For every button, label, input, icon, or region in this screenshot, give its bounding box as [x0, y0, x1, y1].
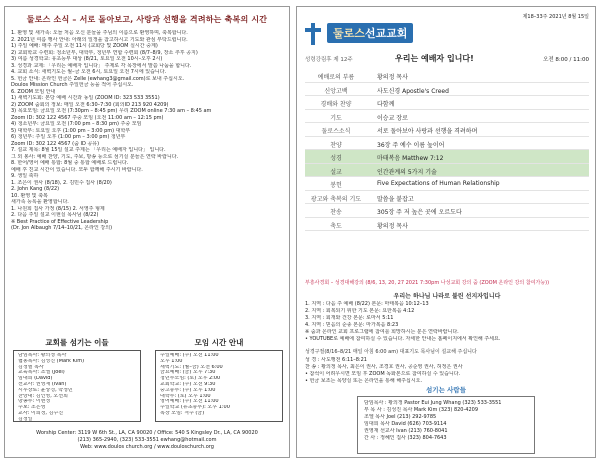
news-item: 2. 2021년 여름 행사 안내: 아래의 일정을 참고하시고 기도와 관심 부탁드립니다. — [11, 36, 188, 43]
bible-study-line: • 참석이 어려우시면 모임 후 ZOOM 녹화본으로 참여하실 수 있습니다. — [305, 371, 461, 377]
worship-leader: 마태복음 Matthew 7:12 — [377, 155, 444, 162]
news-item: 7. 설교 제목: 8월 15일 설교 주제는 「우리는 예배자 입니다」 입니다. — [11, 147, 166, 153]
issue-number: 제18–33주 2021년 8월 15일 — [522, 14, 589, 20]
worship-leader: 서로 돌아보아 사랑과 선행을 격려하며 — [377, 128, 478, 135]
worship-element: 설교 — [330, 168, 342, 176]
news-item: 1) 새벽기도회: 본당 예배 시간과 동일 (ZOOM ID: 323 533 3551) — [11, 95, 160, 101]
news-item: ※ Best Practice of Effective Leadership — [11, 218, 109, 225]
worship-leader: 305장 주 저 높은 곳에 오르도다 — [377, 209, 462, 216]
server-line: 간 사 : 정혜인 집사 (323) 804-7643 — [364, 435, 447, 441]
news-item: 6. ZOOM 모임 안내 — [11, 88, 56, 95]
news-item: 3) 목요모임: 금요일 오전 (7:30pm – 8:45 pm) 우리 ZOOM online 7:30 am – 8:45 am — [11, 108, 212, 114]
schedule-entry: 오후 1:00 — [160, 358, 183, 364]
server-entry: 담임목사: 황의정 목사 — [18, 353, 67, 358]
worship-row — [305, 123, 589, 137]
worship-element: 찬송 — [330, 209, 342, 216]
server-line: 임대희 목사 David (626) 703-9114 — [364, 421, 447, 427]
news-item: 8. 한어/영어 예배 통합: 8월 중 통합 예배로 드립니다. — [11, 160, 129, 166]
schedule-entry: 주일학교 (유초등부): 오후 1:00 — [160, 405, 230, 411]
server-entry: 임대희 (David) — [18, 376, 53, 382]
news-item: 2. John Kang (8/22) — [11, 186, 60, 192]
news-item: 4) 청소년부: 금요일 오전 (7:00 pm – 8:30 pm) 주중 모임 — [11, 121, 142, 127]
worship-row — [305, 83, 589, 97]
bible-study-section — [305, 349, 589, 385]
worship-leader: 36장 주 예수 이름 높이어 — [377, 141, 445, 149]
schedule-box-content — [155, 350, 283, 422]
schedule-entry: 청년부모임: (토) 오후 2:00 — [160, 376, 221, 382]
worship-leader: 인간관계의 5가지 기술 — [377, 168, 437, 176]
servers-list — [357, 385, 535, 451]
bible-study-line: 성 경 : 사도행전 6:11–8:21 — [305, 357, 367, 363]
server-entry: 교사: 이희정, 김수진 — [18, 410, 64, 416]
worship-leader: 다함께 — [377, 101, 395, 108]
footer-contact: (213) 365-2940, (323) 533-3551 ewhang@hotmail.com — [77, 437, 217, 443]
news-item: 5. 헌금 안내: 온라인 헌금은 Zelle (ewhang3@gmail.com)로 보내 주십시오. — [11, 75, 185, 82]
news-item: 2) ZOOM 줌회의 정보: 매일 오전 6:30–7:30 (회의ID 213 920 4209) — [11, 101, 169, 108]
schedule-entry: 대학부: (토) 오후 1:00 — [160, 393, 211, 399]
news-item: 그 외 봉사: 예배 찬양, 기도, 주보, 방송 등으로 섬기실 분들은 연락 바랍니다. — [11, 153, 179, 160]
worship-row — [305, 96, 589, 110]
worship-element: 둘로스소식 — [321, 128, 351, 135]
liturgical-week: 성령강림후 제 12주 — [305, 57, 353, 63]
news-item: 1. 나원희 집사 가정 (8/15) 2. 서영주 형제 — [11, 205, 105, 212]
news-item: Doulos Mission Church 주일헌금 등을 적어 주십시오. — [11, 82, 134, 88]
server-line: 조엘 목사 Joel (213) 292-9785 — [364, 414, 437, 420]
bible-study-line: 찬 송 : 황의정 목사, 최은이 권사, 조경호 권사, 공순영 권사, 허정은 권사 — [305, 364, 463, 370]
info-boxes — [13, 337, 281, 421]
servers-box-content — [13, 350, 141, 422]
worship-leader: 사도신경 Apostle's Creed — [377, 87, 449, 95]
news-item: 2) 교회학교 수련회: 청소년부, 대학부, 청년부 연합 수련회 (8/7–8/9, 장소 추후 공지) — [11, 49, 198, 56]
server-entry: 교육목사: 조엘 (Joel) — [18, 370, 65, 376]
footer-address: Worship Center: 3119 W 6th St., LA, CA 90020 / Office: 540 S Kingsley Dr., LA, CA 90020 — [36, 430, 258, 436]
church-name-sub: 선교교회 — [364, 27, 408, 40]
server-entry: 시무장로: 윤상경, 박정민 — [18, 387, 73, 393]
church-name-main: 둘로스 — [333, 27, 365, 40]
schedule-entry: 중고등부: (주) 오후 1:00 — [160, 387, 216, 393]
worship-leader: 황의정 목사 — [377, 74, 408, 81]
worship-row — [305, 110, 589, 124]
server-line: 담임목사 : 황의정 Pastor Eui Jung Whang (323) 533-3551 — [364, 400, 502, 406]
prayer-line: 3. 지역 : 회개와 건강 본문: 로마서 5:11 — [305, 315, 394, 321]
left-page — [4, 6, 290, 458]
worship-leader: 황의정 목사 — [377, 222, 408, 230]
news-item: (Dr. Jon Albaugh 7/14–10/21, 온라인 강의) — [11, 225, 113, 231]
schedule-entry: 금요예배: (금) 오후 7:30 — [160, 370, 216, 376]
church-name — [327, 23, 413, 43]
news-item: 10. 환영 및 축복 — [11, 192, 48, 199]
worship-row — [305, 204, 589, 218]
prayer-lines — [305, 301, 589, 343]
server-entry: 찬양대: 김인영, 오선희 — [18, 393, 68, 399]
worship-row — [305, 137, 589, 151]
prayer-heading: 우리는 하나님 나라로 불린 선지자입니다 — [393, 293, 501, 300]
server-line: 부 목 사 : 김성진 목사 Mark Kim (323) 820-4209 — [364, 407, 479, 413]
servers-box — [13, 337, 141, 421]
worship-element: 예배로의 부름 — [317, 74, 355, 81]
news-list — [5, 30, 289, 232]
news-item: 4. 교회 소식: 새벽기도는 월–금 오전 6시, 토요일 오전 7시에 있습니다. — [11, 69, 167, 75]
news-item: 예배 후 친교 시간이 있습니다. 모두 함께해 주시기 바랍니다. — [11, 166, 143, 173]
bible-study-heading: 성경구절(8/16–8/21 매일 아침 6:00 am) 대표기도 목사님이 설교해 주십니다 — [305, 349, 477, 355]
prayer-line: 2. 지역 : 회복되기 위한 기도 본문: 요한복음 4:12 — [305, 308, 415, 314]
news-item: 9. 생일 축하 — [11, 173, 39, 179]
bible-study-line: • 헌금 보조는 목양실 또는 온라인을 통해 해주십시오. — [305, 378, 423, 384]
servers-list-content — [357, 396, 535, 454]
worship-element: 봉헌 — [330, 182, 342, 189]
worship-row — [305, 177, 589, 191]
service-meta — [305, 55, 589, 65]
worship-element: 경배와 찬양 — [320, 101, 352, 108]
news-item: 1. 환영 및 새가족: 오늘 처음 오신 분들을 주님의 이름으로 환영하며, 축복합니다. — [11, 30, 188, 36]
prayer-line: 1. 지역 : 다음 주 예배 (8/22) 본문: 마태복음 10:12–13 — [305, 301, 429, 307]
worship-leader: Five Expectations of Human Relationship — [377, 180, 500, 187]
worship-element: 광고와 축복의 기도 — [310, 195, 362, 203]
schedule-entry: 주일예배: (주) 오전 11:00 — [160, 353, 219, 358]
worship-element: 축도 — [330, 222, 342, 230]
server-entry: 주보: 조은영 — [18, 405, 46, 411]
worship-element: 신앙고백 — [324, 87, 348, 95]
server-entry: 선교사: 권영재 (Ivan) — [18, 381, 67, 387]
worship-element: 성경 — [330, 155, 342, 162]
schedule-entry: 영어예배: (주) 오전 11:00 — [160, 399, 219, 405]
worship-row — [305, 218, 589, 232]
order-of-worship — [305, 69, 589, 231]
sermon-title: 우리는 예배자 입니다! — [395, 54, 474, 63]
news-item: 1) 주일 예배: 매주 주일 오전 11시 (교회당 및 ZOOM 실시간 중계) — [11, 43, 158, 49]
news-title: 둘로스 소식 – 서로 돌아보고, 사랑과 선행을 격려하는 축복의 시간 — [26, 15, 268, 24]
worship-element: 기도 — [330, 114, 342, 122]
prayer-section — [305, 293, 589, 343]
server-line: 권영재 선교사 Ivan (213) 760-8041 — [364, 428, 448, 434]
schedule-entry: 교회학교: (주) 오전 9:30 — [160, 381, 216, 387]
worship-row — [305, 69, 589, 83]
worship-row — [305, 150, 589, 164]
news-item: 2. 다음 주일 설교 이현실 목사님 (8/22) — [11, 212, 99, 218]
footer-web: Web: www.doulos church.org / www.douloschurch.org — [80, 444, 214, 450]
news-item: 6) 청년부: 주일 오후 (1:00 pm – 3:00 pm) 청년부 — [11, 134, 126, 140]
schedule-box — [155, 337, 283, 421]
worship-row — [305, 191, 589, 205]
news-item: 5) 대학부: 토요일 오후 (1:00 pm – 3:00 pm) 대학부 — [11, 127, 131, 134]
schedule-entry: 목장 모임: 격주 (금) — [160, 410, 205, 416]
news-item: Zoom ID: 302 122 4567 (줌 ID 공유) — [11, 140, 100, 147]
server-entry: 방송부: 이현정 — [18, 399, 51, 405]
server-entry: 김정필 목사 — [18, 364, 44, 370]
schedule-entry: 새벽기도: (월–금) 오전 6:00 — [160, 364, 223, 370]
schedule-box-title: 모임 시간 안내 — [194, 338, 244, 347]
worship-row — [305, 164, 589, 178]
news-item: Zoom ID: 302 122 4567 주중 모임 (오전 11:00 am – 12:15 pm) — [11, 114, 164, 121]
news-item: 3. 성경과 교제: 「우리는 예배자 입니다」 주제로 각 목장에서 말씀 나눔을 합니다. — [11, 62, 192, 69]
prayer-line: ※ 줌과 온라인 교회 프로그램에 참여를 희망하시는 분은 연락바랍니다. — [305, 329, 459, 335]
bible-study-lines — [305, 357, 589, 385]
prayer-line: 4. 지역 : 믿음의 순종 본문: 마가복음 8:23 — [305, 322, 399, 328]
church-footer — [5, 430, 289, 451]
news-item: 새가족 등록을 환영합니다. — [11, 199, 69, 205]
server-entry: 협동목사: 김성진 (Mark Kim) — [18, 358, 85, 364]
worship-leader: 이승교 장로 — [377, 114, 408, 122]
server-entry: 김정일 — [18, 416, 33, 422]
news-item: 3) 여름 성경학교: 유초등부 대상 (8/21, 토요일 오전 10시–오후 2시) — [11, 56, 163, 62]
servers-box-title: 교회를 섬기는 이들 — [45, 338, 109, 347]
right-page — [296, 6, 596, 458]
service-time: 오전 8:00 / 11:00 — [543, 57, 589, 63]
worship-element: 찬양 — [330, 141, 342, 149]
news-item: 1. 조은이 권사 (8/18), 2. 김민수 집사 (8/20) — [11, 179, 112, 186]
servers-list-title: 섬기는 사람들 — [426, 386, 466, 394]
prayer-line: • YOUTUBE로 예배에 참여하실 수 있습니다. 자세한 안내는 홈페이지에서 확인해 주세요. — [305, 336, 501, 342]
church-logo-icon — [305, 23, 321, 45]
worship-leader: 말씀을 붙잡고 — [377, 195, 414, 203]
revival-notice: 부흥사경회 – 성경대해강의 (8/6, 13, 20, 27 2021 7:30pm 나성교회 강의 줌 (ZOOM 온라인 강의 참여가능)) — [305, 280, 550, 286]
